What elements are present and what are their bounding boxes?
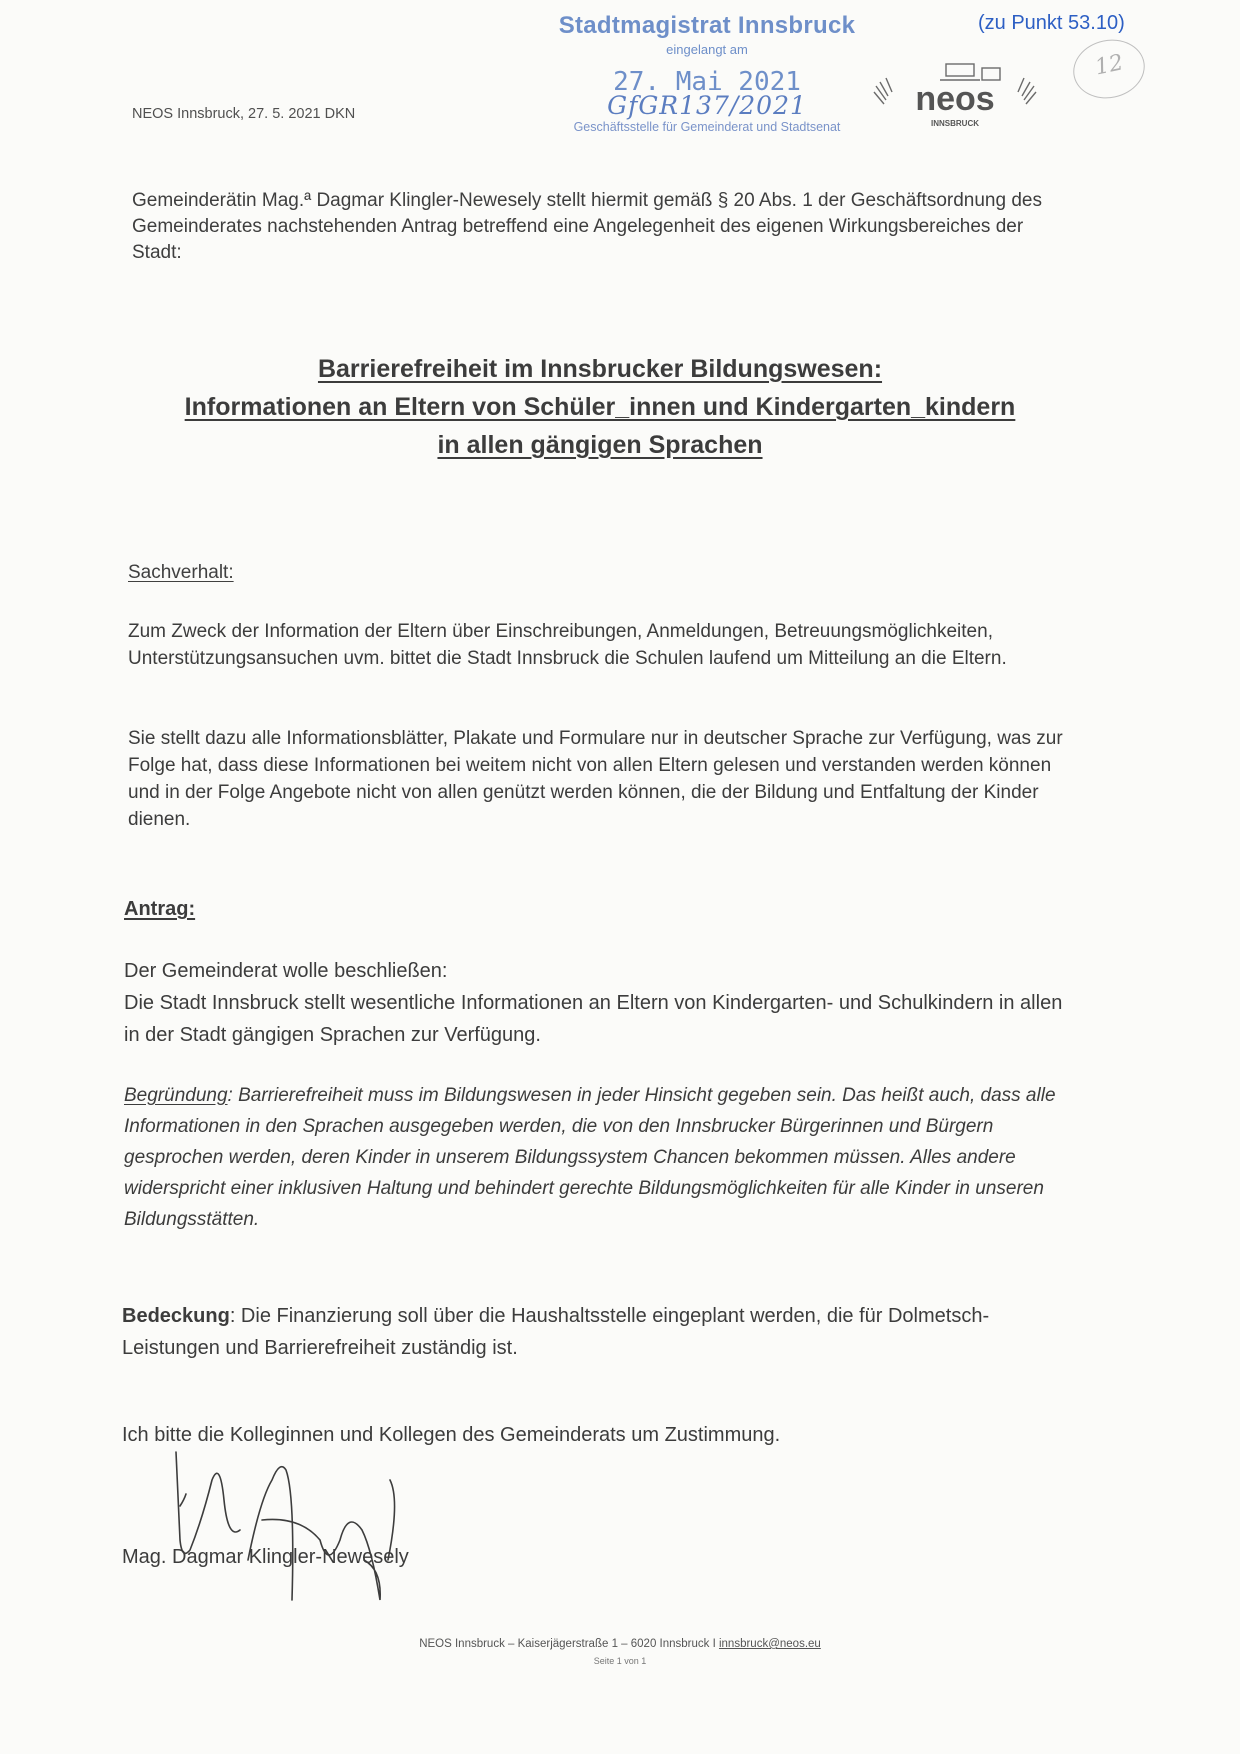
antrag-line-2: Die Stadt Innsbruck stellt wesentliche Informationen an Eltern von Kindergarten- und Schulkindern in allen in der Stadt gängigen Sprachen zur Verfügung. — [124, 992, 1063, 1046]
stamp-authority: Stadtmagistrat Innsbruck — [558, 12, 856, 39]
footer-address-text: NEOS Innsbruck – Kaiserjägerstraße 1 – 6020 Innsbruck I — [419, 1638, 719, 1650]
page-reference: (zu Punkt 53.10) — [978, 12, 1125, 34]
stamp-received-label: eingelangt am — [666, 42, 748, 57]
neos-logo — [870, 58, 1040, 138]
sender-line: NEOS Innsbruck, 27. 5. 2021 DKN — [132, 106, 356, 122]
antrag-heading: Antrag: — [124, 898, 196, 920]
bedeckung-label: Bedeckung — [122, 1305, 230, 1327]
document-title — [120, 350, 1080, 464]
title-line-3: in allen gängigen Sprachen — [437, 431, 763, 459]
footer-page-number: Seite 1 von 1 — [593, 1656, 647, 1666]
svg-text:neos: neos — [915, 80, 995, 118]
footer-email-link[interactable]: innsbruck@neos.eu — [718, 1638, 821, 1650]
page-mark: 12 — [1092, 50, 1126, 81]
stamp-office: Geschäftsstelle für Gemeinderat und Stadtsenat — [573, 120, 841, 134]
received-stamp — [556, 12, 858, 134]
stamp-date: 27. Mai 2021 — [613, 67, 801, 97]
bedeckung-paragraph — [122, 1300, 1072, 1364]
title-line-1: Barrierefreiheit im Innsbrucker Bildungswesen: — [317, 355, 883, 383]
footer-address — [0, 1638, 1240, 1650]
stamp-ref-number: GfGR137/2021 — [607, 91, 807, 120]
antrag-line-1: Der Gemeinderat wolle beschließen: — [124, 960, 448, 982]
signatory-name: Mag. Dagmar Klingler-Newesely — [122, 1546, 409, 1568]
page-number-circle — [1068, 33, 1150, 105]
sachverhalt-paragraph-1: Zum Zweck der Information der Eltern über Einschreibungen, Anmeldungen, Betreuungsmöglichkeiten, Unterstützungsansuchen uvm. bittet die Stadt Innsbruck die Schulen laufend um Mitteilung an die Eltern. — [128, 621, 1007, 669]
begruendung-label: Begründung — [124, 1085, 228, 1106]
title-line-2: Informationen an Eltern von Schüler_innen und Kindergarten_kindern — [184, 393, 1016, 421]
intro-paragraph: Gemeinderätin Mag.ª Dagmar Klingler-Newesely stellt hiermit gemäß § 20 Abs. 1 der Geschäftsordnung des Gemeinderates nachstehenden Antrag betreffend eine Angelegenheit des eigenen Wirkungsbereiches der Stadt: — [132, 190, 1042, 263]
begruendung-paragraph — [124, 1080, 1074, 1235]
handwritten-signature — [150, 1440, 480, 1610]
antrag-body — [124, 955, 1064, 1051]
sachverhalt-paragraph-2: Sie stellt dazu alle Informationsblätter, Plakate und Formulare nur in deutscher Sprache zur Verfügung, was zur Folge hat, dass diese Informationen bei weitem nicht von allen Eltern gelesen und verstanden werden können und in der Folge Angebote nicht von allen genützt werden können, die der Bildung und Entfaltung der Kinder dienen. — [128, 728, 1063, 830]
bedeckung-text: : Die Finanzierung soll über die Haushaltsstelle eingeplant werden, die für Dolmetsch-Leistungen und Barrierefreiheit zuständig ist. — [122, 1305, 990, 1359]
sachverhalt-heading: Sachverhalt: — [128, 562, 234, 583]
closing-sentence: Ich bitte die Kolleginnen und Kollegen des Gemeinderats um Zustimmung. — [122, 1424, 781, 1446]
begruendung-text: : Barrierefreiheit muss im Bildungswesen in jeder Hinsicht gegeben sein. Das heißt auch, dass alle Informationen in den Sprachen ausgegeben werden, die von den Innsbrucker Bürgerinnen und Bürgern gesprochen werden, deren Kinder in unserem Bildungssystem Chancen bekommen müssen. Alles andere widerspricht einer inklusiven Haltung und behindert gerechte Bildungsmöglichkeiten für alle Kinder in unseren Bildungsstätten. — [124, 1085, 1056, 1230]
svg-text:INNSBRUCK: INNSBRUCK — [931, 119, 979, 128]
